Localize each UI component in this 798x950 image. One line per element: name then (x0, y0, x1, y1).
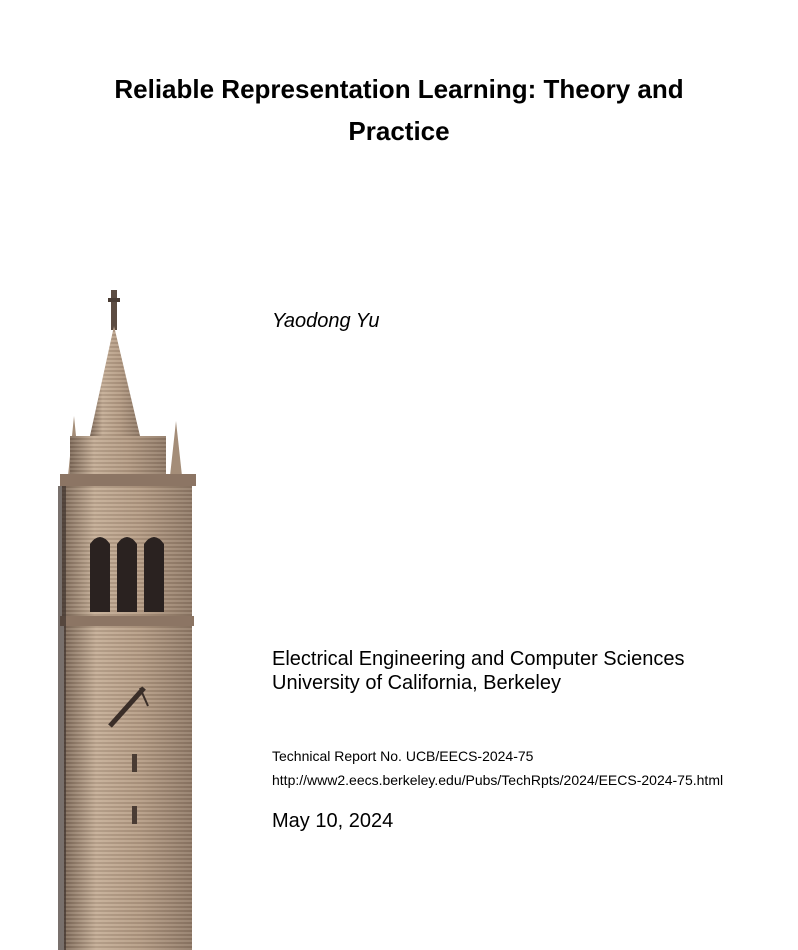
campanile-tower-illustration (44, 286, 214, 950)
report-url[interactable]: http://www2.eecs.berkeley.edu/Pubs/TechRpts/2024/EECS-2024-75.html (272, 772, 724, 788)
report-date: May 10, 2024 (272, 810, 394, 832)
title-line-2: Practice (348, 116, 450, 146)
report-info (272, 744, 723, 792)
university-name: University of California, Berkeley (272, 672, 561, 694)
report-title (0, 68, 798, 152)
title-line-1: Reliable Representation Learning: Theory and (114, 74, 684, 104)
author-name: Yaodong Yu (272, 310, 380, 332)
department-name: Electrical Engineering and Computer Sciences (272, 648, 685, 670)
report-number: Technical Report No. UCB/EECS-2024-75 (272, 748, 534, 764)
affiliation-block (272, 647, 684, 695)
